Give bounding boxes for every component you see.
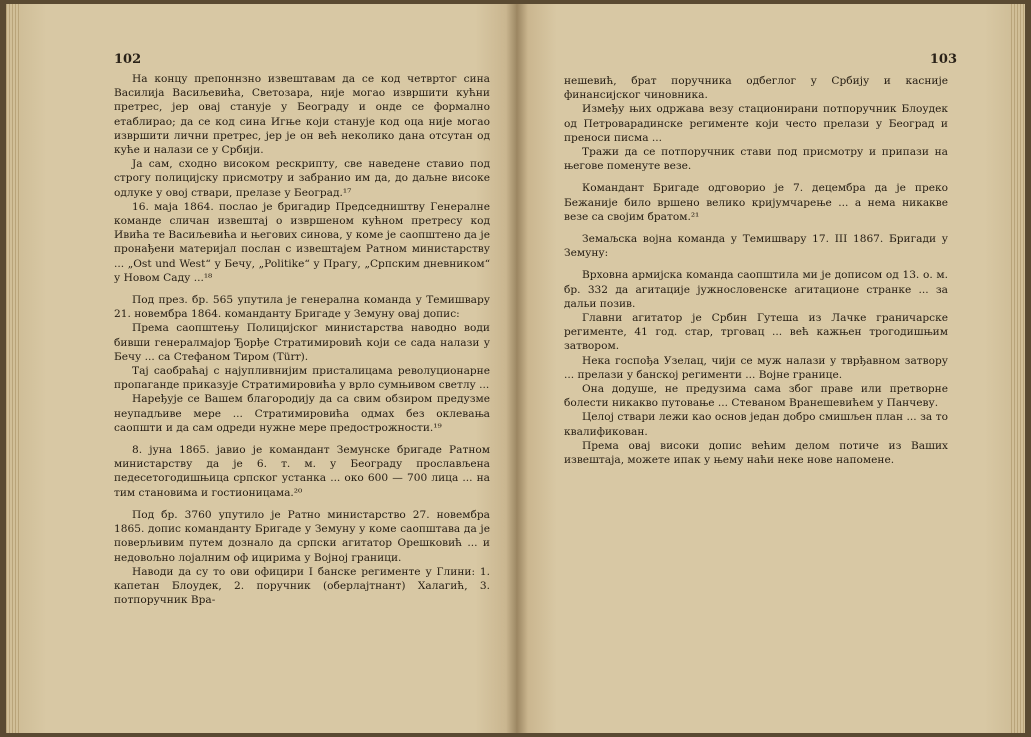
paragraph: Између њих одржава везу стационирани потпоручник Блоудек од Петроварадинске регименте који често прелази у Београд и преноси писма ... bbox=[564, 103, 948, 144]
paragraph: Нека госпођа Узелац, чији се муж налази у тврђавном затвору ... прелази у банској регименти ... Војне границе. bbox=[564, 354, 948, 381]
paragraph: Тај саобраћај с најупливнијим присталицама револуционарне пропаганде приказује Стратимировића у врло сумњивом светлу ... bbox=[114, 365, 490, 392]
paragraph: Командант Бригаде одговорио је 7. децембра да је преко Бежаније било вршено велико кријумчарење ... а нема никакве везе са својим братом.²¹ bbox=[564, 182, 948, 223]
right-page-edge bbox=[1011, 4, 1025, 733]
left-page-text bbox=[114, 72, 490, 607]
paragraph: Ја сам, сходно високом рескрипту, све наведене ставио под строгу полицијску присмотру и забранио им да, до даљне високе одлуке у овој ствари, прелазе у Београд.¹⁷ bbox=[114, 158, 490, 199]
left-page bbox=[6, 4, 516, 733]
page-number-right: 103 bbox=[929, 52, 957, 67]
paragraph: Наређује се Вашем благородију да са свим обзиром предузме неупадљиве мере ... Стратимировића одмах без оклевања саопшти и да сам одреди нужне мере предострожности.¹⁹ bbox=[114, 393, 490, 434]
page-number-left: 102 bbox=[114, 52, 142, 67]
book-gutter bbox=[506, 4, 528, 733]
left-page-edge bbox=[6, 4, 20, 733]
right-page bbox=[516, 4, 1025, 733]
book-spread bbox=[6, 4, 1025, 733]
paragraph: Наводи да су то ови официри I банске регименте у Глини: 1. капетан Блоудек, 2. поручник (оберлајтнант) Халагић, 3. потпоручник Вра- bbox=[114, 565, 490, 607]
paragraph: Под през. бр. 565 упутила је генерална команда у Темишвару 21. новембра 1864. команданту Бригаде у Земуну овај допис: bbox=[114, 294, 490, 321]
paragraph: 16. маја 1864. послао је бригадир Председништву Генералне команде сличан извештај о извршеном кућном претресу код Ивића те Васиљевића и његових синова, у коме је саопштено да је пронађени материјал послан с извештајем Ратном министарству ... „Ost und West“ у Бечу, „Politike“ у Прагу, „Српским дневником“ у Новом Саду ...¹⁸ bbox=[114, 200, 490, 284]
paragraph: Она додуше, не предузима сама због праве или претворне болести никакво путовање ... Стеваном Вранешевићем у Панчеву. bbox=[564, 383, 948, 410]
paragraph: Земаљска војна команда у Темишвару 17. III 1867. Бригади у Земуну: bbox=[564, 233, 948, 260]
paragraph: Према овај високи допис већим делом потиче из Ваших извештаја, можете ипак у њему наћи неке нове напомене. bbox=[564, 439, 948, 467]
paragraph: Целој ствари лежи као основ један добро смишљен план ... за то квалификован. bbox=[564, 411, 948, 438]
paragraph: Главни агитатор је Србин Гутеша из Лачке граничарске регименте, 41 год. стар, трговац ... већ кажњен трогодишњим затвором. bbox=[564, 312, 948, 353]
paragraph: нешевић, брат поручника одбеглог у Србију и касније финансијског чиновника. bbox=[564, 75, 948, 102]
paragraph: Врховна армијска команда саопштила ми је дописом од 13. о. м. бр. 332 да агитације јужнословенске агитационе странке ... за дальи позив. bbox=[564, 269, 948, 310]
paragraph: 8. јуна 1865. јавио је командант Земунске бригаде Ратном министарству да је 6. т. м. у Београду прослављена педесетогодишњица српског устанка ... око 600 — 700 лица ... на тим становима и гостионицама.²⁰ bbox=[114, 444, 490, 499]
right-page-text bbox=[564, 74, 948, 467]
paragraph: Према саопштењу Полицијског министарства наводно води бивши генералмајор Ђорђе Стратимировић који се сада налази у Бечу ... са Стефаном Тиром (Türr). bbox=[114, 322, 490, 363]
paragraph: На концу препоннзно извештавам да се код четвртог сина Василија Васиљевића, Светозара, није могао извршити кућни претрес, јер овај станује у Београду и онде се формално етаблирао; да се код сина Игње који станује код оца није могао извршити лични претрес, јер је он већ неколико дана отсутан од куће и налази се у Србији. bbox=[114, 73, 490, 157]
paragraph: Тражи да се потпоручник стави под присмотру и припази на његове поменуте везе. bbox=[564, 146, 948, 173]
paragraph: Под бр. 3760 упутило је Ратно министарство 27. новембра 1865. допис команданту Бригаде у Земуну у коме саопштава да је поверљивим путем дознало да српски агитатор Орешковић ... и недовољно лојалним оф ицирима у Војној граници. bbox=[114, 508, 490, 564]
